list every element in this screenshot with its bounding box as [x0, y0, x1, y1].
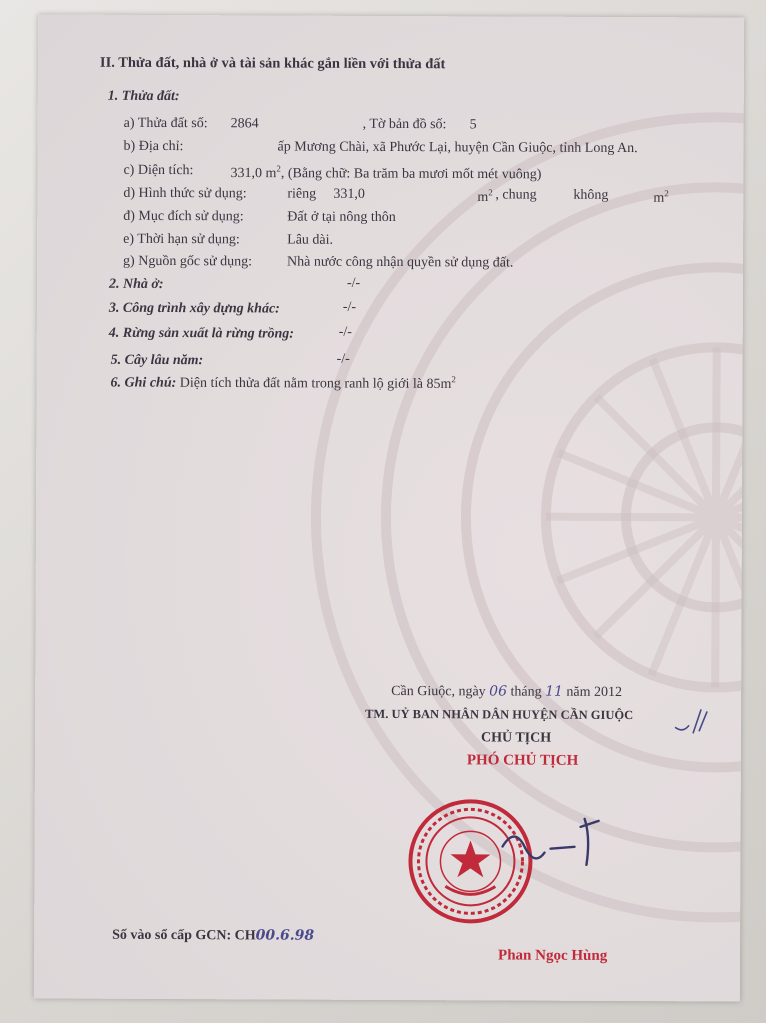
note-row: 6. Ghi chú: Diện tích thửa đất nằm trong ranh lộ giới là $85m^2$: [110, 374, 456, 392]
signer-name: Phan Ngọc Hùng: [498, 947, 608, 964]
private-label: riêng: [287, 186, 317, 202]
land-number-label: a) Thửa đất số:: [123, 115, 208, 132]
section-title: II. Thửa đất, nhà ở và tài sản khác gắn liền với thửa đất: [99, 54, 446, 73]
trees-heading: 5. Cây lâu năm:: [110, 352, 204, 369]
house-heading: 2. Nhà ở:: [108, 276, 164, 293]
address-value: ấp Mương Chài, xã Phước Lại, huyện Cần Giuộc, tỉnh Long An.: [277, 139, 638, 157]
registry-number: Số vào sổ cấp GCN: CH00.6.98: [112, 927, 315, 944]
term-label: e) Thời hạn sử dụng:: [123, 231, 240, 248]
origin-value: Nhà nước công nhận quyền sử dụng đất.: [287, 254, 514, 271]
issuing-authority: TM. UỶ BAN NHÂN DÂN HUYỆN CẦN GIUỘC: [365, 706, 634, 723]
shared-unit: $m^2$: [653, 188, 669, 206]
area-in-words: , (Bằng chữ: Ba trăm ba mươi mốt mét vuông): [280, 166, 542, 183]
shared-value: không: [573, 187, 609, 203]
area-label: c) Diện tích:: [123, 162, 194, 179]
land-heading: 1. Thửa đất:: [107, 88, 180, 105]
map-sheet-label: , Tờ bản đồ số:: [362, 116, 447, 133]
area-row: 331,0 $m^2$, (Bằng chữ: Ba trăm ba mươi mốt mét vuông): [230, 163, 542, 183]
forest-value: -/-: [338, 324, 353, 340]
forest-heading: 4. Rừng sản xuất là rừng trồng:: [108, 325, 295, 342]
term-value: Lâu dài.: [287, 232, 334, 248]
map-sheet-value: 5: [469, 117, 477, 133]
shared-label: , chung: [495, 187, 537, 203]
vice-chairman-title: PHÓ CHỦ TỊCH: [466, 752, 579, 769]
private-value: 331,0: [333, 186, 365, 202]
issue-month: 11: [545, 683, 563, 700]
trees-value: -/-: [336, 351, 350, 367]
land-number-value: 2864: [230, 116, 259, 132]
issue-date: Cần Giuộc, ngày 06 tháng 11 năm 2012: [391, 683, 623, 701]
construction-value: -/-: [342, 299, 357, 315]
purpose-value: Đất ở tại nông thôn: [287, 209, 396, 226]
note-heading: 6. Ghi chú:: [110, 375, 177, 391]
handwritten-signature: [494, 806, 614, 887]
initial-mark: [671, 703, 711, 743]
registry-value: 00.6.98: [255, 927, 315, 944]
certificate-page: [34, 14, 744, 1001]
address-label: b) Địa chỉ:: [123, 138, 184, 155]
note-value: Diện tích thửa đất nằm trong ranh lộ giới là 85m: [179, 375, 452, 392]
usage-form-label: d) Hình thức sử dụng:: [123, 185, 247, 202]
origin-label: g) Nguồn gốc sử dụng:: [123, 253, 253, 270]
issue-day: 06: [489, 683, 508, 700]
house-value: -/-: [346, 275, 361, 291]
area-value: 331,0 m: [230, 165, 277, 182]
purpose-label: đ) Mục đích sử dụng:: [123, 208, 244, 225]
private-unit: $m^2$: [477, 187, 493, 206]
construction-heading: 3. Công trình xây dựng khác:: [108, 300, 280, 317]
chairman-title: CHỦ TỊCH: [480, 730, 552, 746]
